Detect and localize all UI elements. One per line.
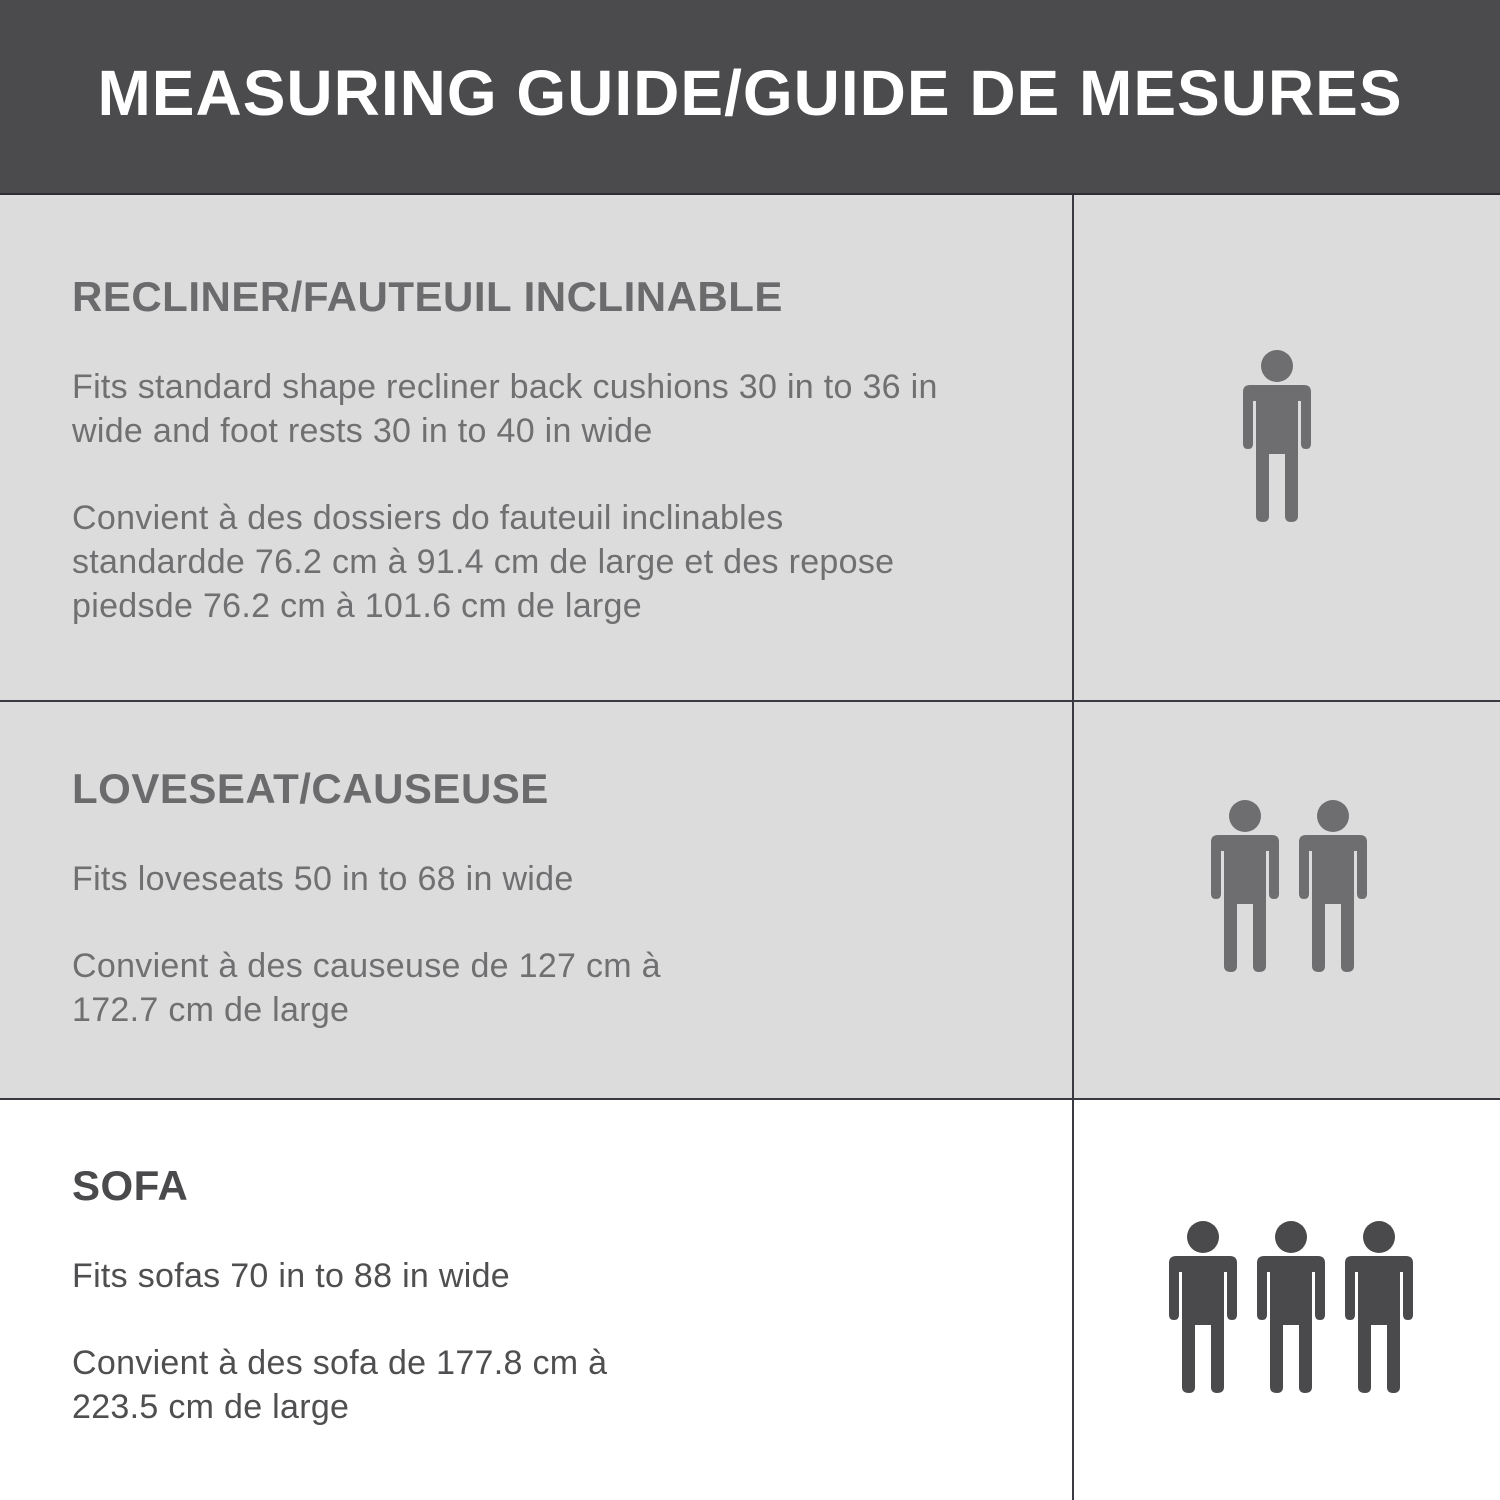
loveseat-section	[0, 702, 1500, 1100]
loveseat-icon-area	[1074, 702, 1500, 1098]
person-icon	[1344, 1220, 1414, 1395]
recliner-english-text: Fits standard shape recliner back cushions 30 in to 36 in wide and foot rests 30 in to 40 in wide	[72, 368, 938, 450]
sofa-section	[0, 1100, 1500, 1500]
recliner-section	[0, 195, 1500, 702]
recliner-icon-area	[1074, 195, 1500, 700]
person-icon	[1210, 799, 1280, 974]
person-icon	[1242, 349, 1312, 524]
loveseat-title: LOVESEAT/CAUSEUSE	[72, 765, 549, 812]
loveseat-french-text: Convient à des causeuse de 127 cm à 172.7 cm de large	[72, 947, 661, 1029]
recliner-french-text: Convient à des dossiers do fauteuil inclinables standardde 76.2 cm à 91.4 cm de large et des repose piedsde 76.2 cm à 101.6 cm de large	[72, 499, 895, 625]
sofa-title: SOFA	[72, 1162, 189, 1209]
sofa-icon-area	[1074, 1100, 1500, 1500]
person-icon	[1168, 1220, 1238, 1395]
recliner-title: RECLINER/FAUTEUIL INCLINABLE	[72, 273, 783, 320]
sofa-english-text: Fits sofas 70 in to 88 in wide	[72, 1257, 511, 1295]
person-icon	[1298, 799, 1368, 974]
page-title: MEASURING GUIDE/GUIDE DE MESURES	[97, 56, 1403, 129]
header-banner	[0, 0, 1500, 195]
sofa-french-text: Convient à des sofa de 177.8 cm à 223.5 cm de large	[72, 1344, 608, 1426]
loveseat-english-text: Fits loveseats 50 in to 68 in wide	[72, 860, 574, 898]
person-icon	[1256, 1220, 1326, 1395]
